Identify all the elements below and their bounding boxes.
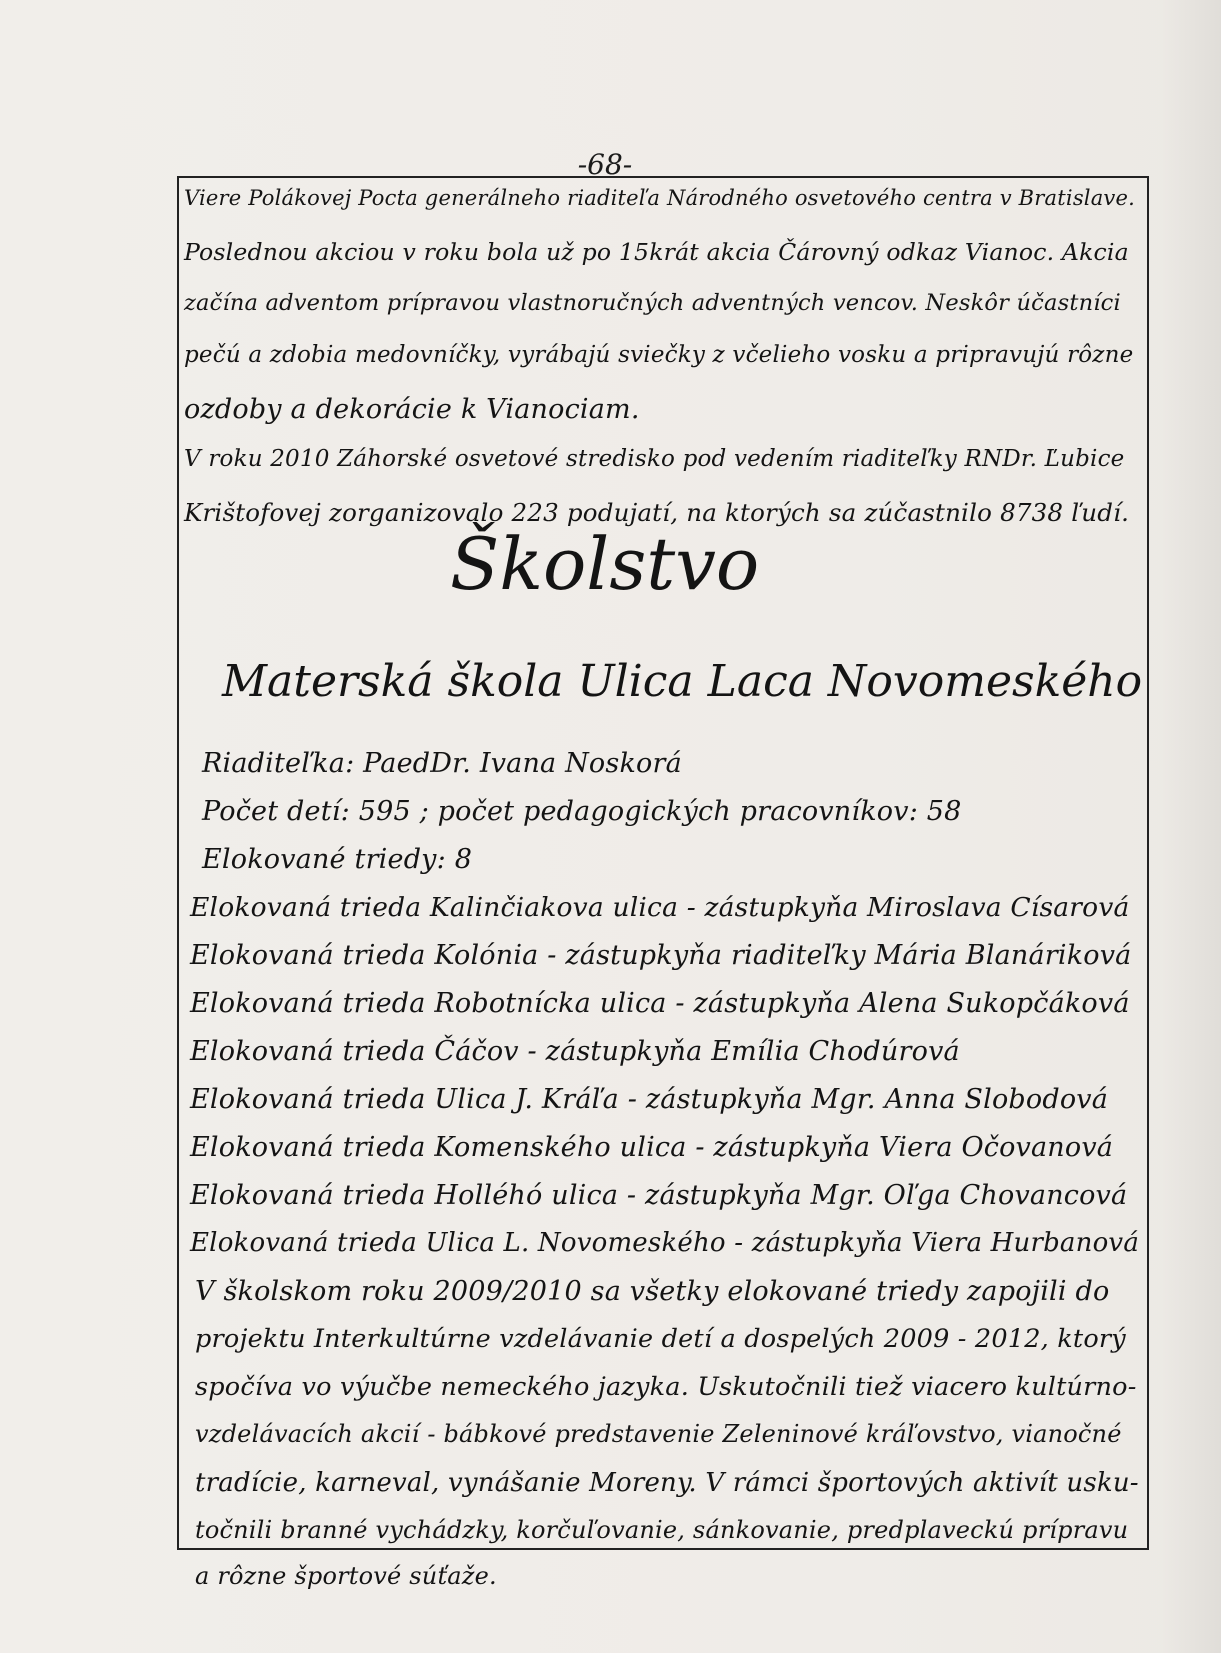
school-info-line: Elokovaná trieda Robotnícka ulica - zástupkyňa Alena Sukopčáková	[190, 988, 1130, 1019]
paragraph-3-line: vzdelávacích akcií - bábkové predstavenie Zeleninové kráľovstvo, vianočné	[195, 1420, 1122, 1448]
paragraph-1-line: pečú a zdobia medovníčky, vyrábajú sviečky z včelieho vosku a pripravujú rôzne	[184, 342, 1134, 368]
spine-shadow	[1161, 0, 1221, 1653]
school-info-line: Počet detí: 595 ; počet pedagogických pracovníkov: 58	[202, 796, 962, 827]
paragraph-3-line: spočíva vo výučbe nemeckého jazyka. Uskutočnili tiež viacero kultúrno-	[195, 1372, 1137, 1402]
paragraph-2-line: V roku 2010 Záhorské osvetové stredisko pod vedením riaditeľky RNDr. Ľubice	[184, 446, 1125, 472]
paragraph-3-line: točnili branné vychádzky, korčuľovanie, sánkovanie, predplaveckú prípravu	[195, 1516, 1129, 1544]
paragraph-2-line: Krištofovej zorganizovalo 223 podujatí, na ktorých sa zúčastnilo 8738 ľudí.	[184, 498, 1130, 527]
page-number: -68-	[577, 148, 633, 181]
paragraph-3-line: V školskom roku 2009/2010 sa všetky elokované triedy zapojili do	[195, 1276, 1110, 1307]
school-info-line: Elokovaná trieda Kolónia - zástupkyňa riaditeľky Mária Blanáriková	[190, 940, 1132, 971]
paragraph-1-line: začína adventom prípravou vlastnoručných adventných vencov. Neskôr účastníci	[184, 290, 1121, 316]
school-info-line: Elokované triedy: 8	[202, 844, 473, 875]
school-info-line: Elokovaná trieda Kalinčiakova ulica - zástupkyňa Miroslava Císarová	[190, 892, 1130, 923]
paragraph-1-line: Poslednou akciou v roku bola už po 15krát akcia Čárovný odkaz Vianoc. Akcia	[184, 238, 1129, 266]
school-info-line: Riaditeľka: PaedDr. Ivana Noskorá	[202, 748, 682, 779]
school-info-line: Elokovaná trieda Ulica J. Kráľa - zástupkyňa Mgr. Anna Slobodová	[190, 1084, 1109, 1115]
paragraph-3-line: projektu Interkultúrne vzdelávanie detí a dospelých 2009 - 2012, ktorý	[195, 1324, 1126, 1354]
paragraph-3-line: a rôzne športové súťaže.	[195, 1562, 497, 1590]
school-info-line: Elokovaná trieda Čáčov - zástupkyňa Emília Chodúrová	[190, 1036, 960, 1067]
paragraph-1-line: Viere Polákovej Pocta generálneho riaditeľa Národného osvetového centra v Bratislave.	[184, 186, 1135, 210]
section-title: Školstvo	[450, 522, 760, 606]
school-info-line: Elokovaná trieda Holléhó ulica - zástupkyňa Mgr. Oľga Chovancová	[190, 1180, 1128, 1211]
paragraph-1-line: ozdoby a dekorácie k Vianociam.	[184, 394, 640, 425]
school-info-line: Elokovaná trieda Komenského ulica - zástupkyňa Viera Očovanová	[190, 1132, 1114, 1163]
school-info-line: Elokovaná trieda Ulica L. Novomeského - zástupkyňa Viera Hurbanová	[190, 1228, 1140, 1258]
paragraph-3-line: tradície, karneval, vynášanie Moreny. V rámci športových aktivít usku-	[195, 1468, 1139, 1498]
subsection-title: Materská škola Ulica Laca Novomeského	[222, 656, 1143, 707]
